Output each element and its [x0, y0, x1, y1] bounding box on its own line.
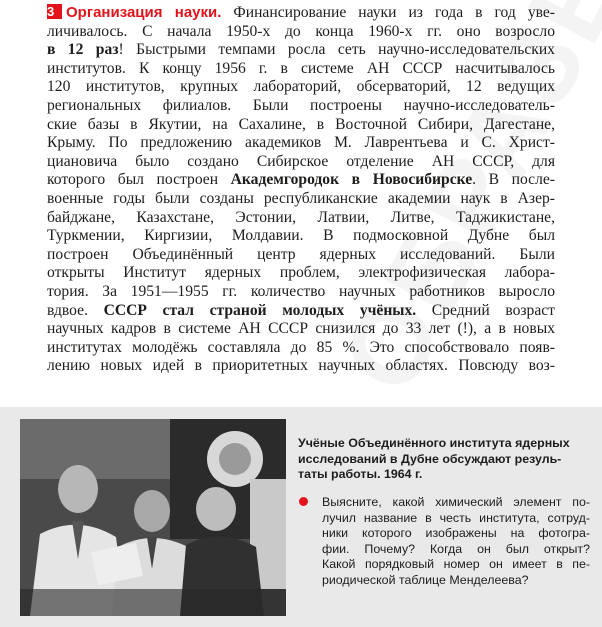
caption-line: Учёные Объединённого института ядерных [298, 436, 570, 450]
paragraph-line [47, 134, 555, 153]
text-run: 120 институтов, крупных лабораторий, обсерваторий, 12 ведущих [47, 78, 555, 96]
paragraph-line [47, 116, 555, 135]
text-run: построен Объединённый центр ядерных исследований. Были [47, 245, 555, 263]
text-run: лению новых идей в приоритетных научных областях. Повсюду воз- [47, 357, 555, 375]
question-line: Выясните, какой химический элемент по- [322, 495, 590, 509]
question-line: лучил название в честь института, сотруд- [322, 510, 590, 525]
text-run: ! Быстрыми темпами росла сеть научно-исследовательских [118, 41, 555, 59]
paragraph-line [47, 153, 555, 172]
paragraph-line [47, 320, 555, 339]
photo-image [20, 419, 286, 616]
text-run: тория. За 1951—1955 гг. количество научных работников выросло [47, 282, 555, 300]
paragraph-line [47, 171, 555, 190]
text-run: личивалось. С начала 1950-х до конца 1960-х гг. оно возросло [47, 22, 555, 40]
text-run: которого был построен [47, 171, 231, 189]
section-first-line [47, 4, 555, 23]
paragraph-line [47, 302, 555, 321]
paragraph-line [47, 357, 555, 376]
paragraph-line [47, 264, 555, 283]
text-run: Средний возраст [416, 301, 555, 319]
section-body [47, 4, 555, 376]
emphasis-text: Академгородок в Новосибирске [230, 171, 473, 189]
text-run: . В после- [472, 171, 555, 189]
section-number-badge: 3 [47, 4, 62, 19]
caption-line: таты работы. 1964 г. [298, 467, 423, 482]
question-line: риодической таблице Менделеева? [322, 572, 529, 587]
text-run: институтах молодёжь составляла до 85 %. Это способствовало появ- [47, 338, 555, 356]
question-line: Какой порядковый номер он имеет в пе- [322, 557, 590, 572]
paragraph-line [47, 190, 555, 209]
text-run: открыты Институт ядерных проблем, электрофизическая лабора- [47, 264, 555, 282]
figure-caption [298, 436, 590, 483]
paragraph-line [47, 246, 555, 265]
paragraph-line [47, 227, 555, 246]
paragraph-line [47, 23, 555, 42]
text-run: Крыму. По предложению академиков М. Лаврентьева и С. Христ- [47, 134, 555, 152]
emphasis-text: в 12 раз [47, 41, 119, 59]
question-line: ники которого изображены на фотогра- [322, 526, 590, 541]
caption-line: исследований в Дубне обсуждают резуль- [298, 451, 562, 466]
text-run: Туркмении, Киргизии, Молдавии. В подмосковной Дубне был [47, 227, 555, 245]
question-text [322, 495, 590, 589]
text-run: научных кадров в системе АН СССР снизился до 33 лет (!), а в новых [47, 320, 555, 338]
text-run: институтов. К концу 1956 г. в системе АН СССР насчитывалось [47, 59, 555, 77]
text-run: вдвое. [47, 301, 104, 319]
section-paragraph [47, 23, 555, 376]
text-run: байджане, Казахстане, Эстонии, Латвии, Литве, Таджикистане, [47, 208, 555, 226]
paragraph-line [47, 339, 555, 358]
text-run: региональных филиалов. Были построены научно-исследователь- [47, 96, 555, 114]
section-heading: Организация науки. [66, 4, 222, 21]
text-run: Финансирование науки из года в год уве- [221, 4, 556, 21]
paragraph-line [47, 78, 555, 97]
text-run: военные годы были созданы республиканские академии наук в Азер- [47, 189, 555, 207]
paragraph-line [47, 97, 555, 116]
emphasis-text: СССР стал страной молодых учёных. [103, 301, 417, 319]
paragraph-line [47, 283, 555, 302]
paragraph-line [47, 41, 555, 60]
bullet-icon [299, 497, 308, 506]
photo [20, 419, 286, 616]
question-line: фии. Почему? Когда он был открыт? [322, 541, 590, 556]
paragraph-line [47, 60, 555, 79]
text-run: ские базы в Якутии, на Сахалине, в Восточной Сибири, Дагестане, [47, 115, 555, 133]
paragraph-line [47, 209, 555, 228]
section-text [221, 4, 555, 21]
text-run: циановича было создано Сибирское отделение АН СССР, для [47, 152, 555, 170]
